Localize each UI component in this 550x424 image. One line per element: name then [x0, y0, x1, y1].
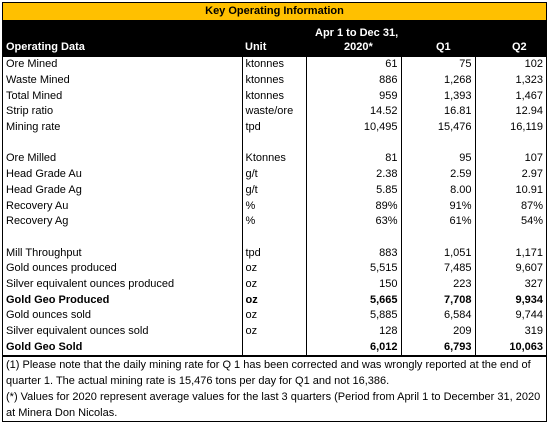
row-q2: 102 — [475, 57, 546, 73]
table-row — [3, 167, 546, 183]
row-label: Waste Mined — [6, 74, 70, 87]
spacer-row — [3, 135, 546, 151]
row-q1: 2.59 — [401, 167, 475, 183]
row-q1: 95 — [401, 151, 475, 167]
row-unit: oz — [242, 324, 306, 340]
table-row — [3, 151, 546, 167]
row-unit: tpd — [242, 120, 306, 136]
table-row — [3, 277, 546, 293]
spacer-row — [3, 230, 546, 246]
row-period: 150 — [306, 277, 401, 293]
row-q2: 10.91 — [475, 183, 546, 199]
row-label: Ore Mined — [6, 58, 58, 71]
row-label: Head Grade Au — [6, 168, 82, 181]
row-q2: 54% — [475, 214, 546, 230]
row-label — [3, 230, 242, 246]
table-row — [3, 57, 546, 73]
row-q2: 9,607 — [475, 261, 546, 277]
row-unit: oz — [242, 292, 306, 308]
row-unit: waste/ore — [242, 104, 306, 120]
row-label — [3, 135, 242, 151]
row-unit: % — [242, 198, 306, 214]
row-label: Gold Geo Produced — [6, 293, 110, 306]
row-label: Recovery Ag — [6, 215, 69, 228]
row-q1: 91% — [401, 198, 475, 214]
table-row — [3, 120, 546, 136]
row-period: 5,515 — [306, 261, 401, 277]
row-unit: g/t — [242, 183, 306, 199]
row-period: 89% — [306, 198, 401, 214]
row-q2 — [475, 230, 546, 246]
row-q2: 319 — [475, 324, 546, 340]
row-unit: ktonnes — [242, 73, 306, 89]
row-q2: 1,467 — [475, 88, 546, 104]
row-q2: 16,119 — [475, 120, 546, 136]
row-period: 886 — [306, 73, 401, 89]
row-q1: 15,476 — [401, 120, 475, 136]
header-operating-data: Operating Data — [6, 41, 85, 53]
row-q1: 7,485 — [401, 261, 475, 277]
table-row — [3, 292, 546, 308]
row-q2: 9,934 — [475, 292, 546, 308]
row-label: Silver equivalent ounces sold — [6, 325, 149, 338]
row-q2: 10,063 — [475, 339, 546, 355]
header-q1: Q1 — [436, 41, 451, 53]
row-unit — [242, 230, 306, 246]
footnote-1: (1) Please note that the daily mining rate for Q 1 has been corrected and was wrongly reported at the end of quarter 1. The actual mining rate is 15,476 tons per day for Q1 and not 16,386. — [6, 359, 531, 387]
row-q1 — [401, 230, 475, 246]
row-unit: tpd — [242, 245, 306, 261]
row-q1: 16.81 — [401, 104, 475, 120]
header-period-line2: 2020* — [344, 41, 373, 53]
row-label: Gold ounces sold — [6, 309, 91, 322]
row-period: 959 — [306, 88, 401, 104]
row-period: 81 — [306, 151, 401, 167]
table-row — [3, 198, 546, 214]
row-q1: 1,051 — [401, 245, 475, 261]
data-table — [3, 57, 546, 356]
table-row — [3, 261, 546, 277]
row-period: 5,665 — [306, 292, 401, 308]
row-period: 5,885 — [306, 308, 401, 324]
row-unit — [242, 339, 306, 355]
row-period: 128 — [306, 324, 401, 340]
row-period: 61 — [306, 57, 401, 73]
row-label: Strip ratio — [6, 105, 54, 118]
row-unit: oz — [242, 277, 306, 293]
row-q1: 6,584 — [401, 308, 475, 324]
table-row — [3, 308, 546, 324]
table-row — [3, 324, 546, 340]
header-unit: Unit — [245, 41, 267, 53]
row-unit: oz — [242, 261, 306, 277]
row-q2: 9,744 — [475, 308, 546, 324]
row-q1: 75 — [401, 57, 475, 73]
row-label: Recovery Au — [6, 199, 69, 212]
row-unit: oz — [242, 308, 306, 324]
row-unit: % — [242, 214, 306, 230]
row-period: 5.85 — [306, 183, 401, 199]
row-period: 14.52 — [306, 104, 401, 120]
row-q2: 327 — [475, 277, 546, 293]
header-period-line1: Apr 1 to Dec 31, — [315, 27, 399, 39]
footnote-2: (*) Values for 2020 represent average values for the last 3 quarters (Period from April 1 to December 31, 2020 at Minera Don Nicolas. — [6, 391, 541, 419]
row-q1: 8.00 — [401, 183, 475, 199]
row-q2: 107 — [475, 151, 546, 167]
row-q2: 1,323 — [475, 73, 546, 89]
row-period — [306, 135, 401, 151]
row-period: 2.38 — [306, 167, 401, 183]
table-row — [3, 339, 546, 355]
row-label: Gold Geo Sold — [3, 339, 242, 355]
row-q1: 1,393 — [401, 88, 475, 104]
row-label: Head Grade Ag — [6, 183, 82, 196]
row-period: 63% — [306, 214, 401, 230]
row-label: Gold ounces produced — [6, 262, 117, 275]
row-unit: ktonnes — [242, 57, 306, 73]
row-q2 — [475, 135, 546, 151]
row-q1: 223 — [401, 277, 475, 293]
operating-info-table — [2, 2, 547, 422]
row-q2: 12.94 — [475, 104, 546, 120]
row-q1: 61% — [401, 214, 475, 230]
row-q2: 1,171 — [475, 245, 546, 261]
row-label: Total Mined — [6, 89, 63, 102]
row-period: 6,012 — [306, 339, 401, 355]
row-label: Silver equivalent ounces produced — [6, 277, 175, 290]
row-unit: Ktonnes — [242, 151, 306, 167]
row-q2: 87% — [475, 198, 546, 214]
row-q1: 6,793 — [401, 339, 475, 355]
row-q1 — [401, 135, 475, 151]
table-row — [3, 88, 546, 104]
table-row — [3, 104, 546, 120]
row-q1: 209 — [401, 324, 475, 340]
row-label: Mining rate — [6, 121, 61, 134]
footnotes — [3, 356, 546, 423]
table-row — [3, 214, 546, 230]
table-row — [3, 73, 546, 89]
row-q2: 2.97 — [475, 167, 546, 183]
row-label: Mill Throughput — [6, 246, 82, 259]
row-period: 10,495 — [306, 120, 401, 136]
row-unit: g/t — [242, 167, 306, 183]
table-row — [3, 183, 546, 199]
header-q2: Q2 — [512, 41, 527, 53]
table-header — [3, 21, 546, 57]
row-q1: 1,268 — [401, 73, 475, 89]
row-period — [306, 230, 401, 246]
table-row — [3, 245, 546, 261]
row-unit: ktonnes — [242, 88, 306, 104]
row-period: 883 — [306, 245, 401, 261]
row-unit — [242, 135, 306, 151]
row-q1: 7,708 — [401, 292, 475, 308]
table-title: Key Operating Information — [3, 3, 546, 21]
row-label: Ore Milled — [6, 152, 57, 165]
